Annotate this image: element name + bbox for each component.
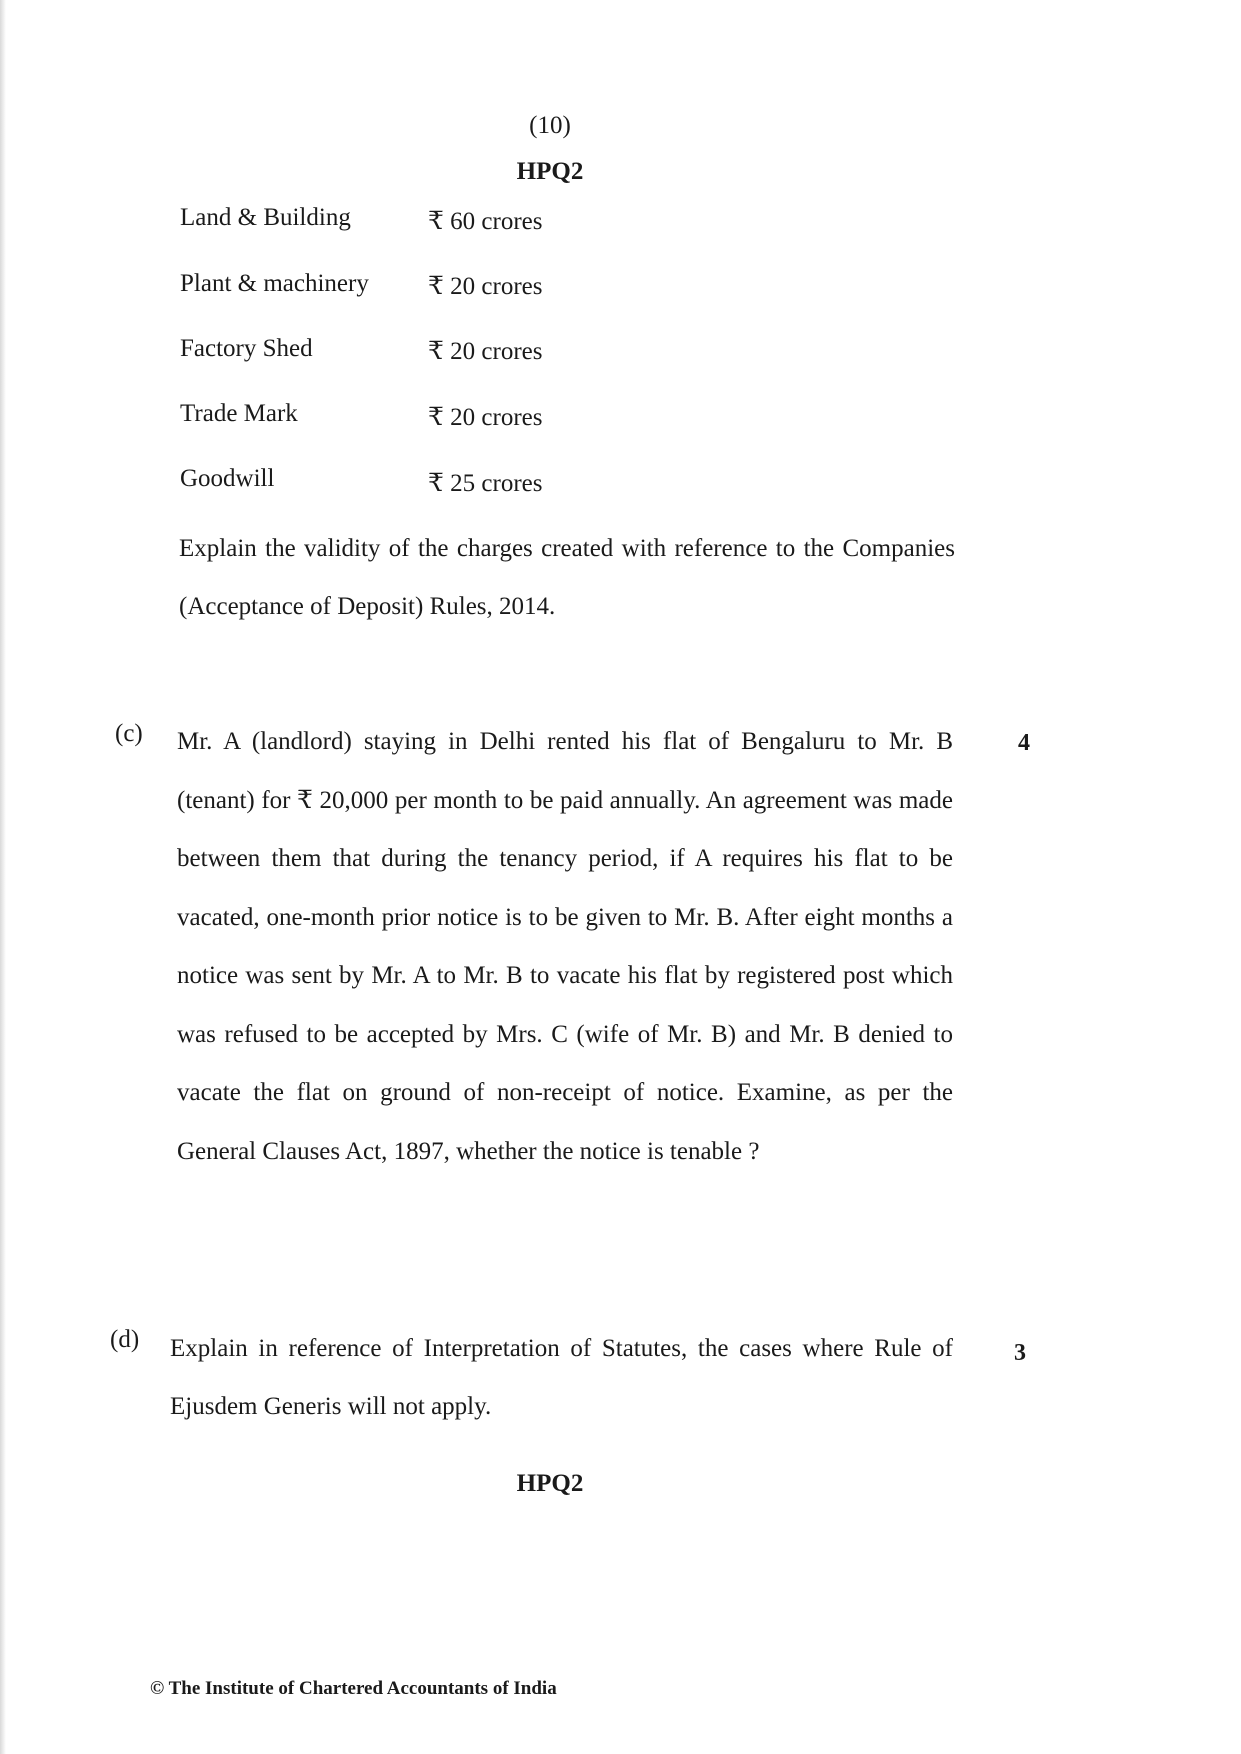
question-c-marks: 4	[1018, 730, 1030, 756]
asset-value-plant-machinery: ₹ 20 crores	[428, 273, 543, 300]
asset-label-plant-machinery: Plant & machinery	[180, 270, 369, 297]
question-d-label: (d)	[110, 1326, 140, 1353]
asset-label-factory-shed: Factory Shed	[180, 335, 313, 362]
explain-validity-paragraph: Explain the validity of the charges created with reference to the Companies (Acceptance of Deposit) Rules, 2014.	[179, 535, 955, 620]
footer-paper-code: HPQ2	[516, 1470, 584, 1497]
question-c-text: Mr. A (landlord) staying in Delhi rented his flat of Bengaluru to Mr. B (tenant) for ₹ 20,000 per month to be paid annually. An agreement was made between them that during the tenancy period, if A requires his flat to be vacated, one-month prior notice is to be given to Mr. B. After eight months a notice was sent by Mr. A to Mr. B to vacate his flat by registered post which was refused to be accepted by Mrs. C (wife of Mr. B) and Mr. B denied to vacate the flat on ground of non-receipt of notice. Examine, as per the General Clauses Act, 1897, whether the notice is tenable ?	[177, 728, 953, 1165]
question-d-marks: 3	[1014, 1340, 1026, 1366]
asset-label-land-building: Land & Building	[180, 204, 351, 231]
asset-value-goodwill: ₹ 25 crores	[428, 470, 543, 497]
copyright-notice: © The Institute of Chartered Accountants of India	[150, 1678, 557, 1699]
asset-value-land-building: ₹ 60 crores	[428, 208, 543, 235]
header-paper-code: HPQ2	[516, 158, 584, 185]
asset-value-factory-shed: ₹ 20 crores	[428, 338, 543, 365]
question-d-text: Explain in reference of Interpretation of Statutes, the cases where Rule of Ejusdem Generis will not apply.	[170, 1335, 953, 1420]
asset-value-trade-mark: ₹ 20 crores	[428, 404, 543, 431]
page-edge-shadow	[0, 0, 6, 1754]
question-c-label: (c)	[115, 720, 143, 747]
asset-label-trade-mark: Trade Mark	[180, 400, 298, 427]
page-number: (10)	[529, 112, 571, 139]
asset-label-goodwill: Goodwill	[180, 465, 275, 492]
